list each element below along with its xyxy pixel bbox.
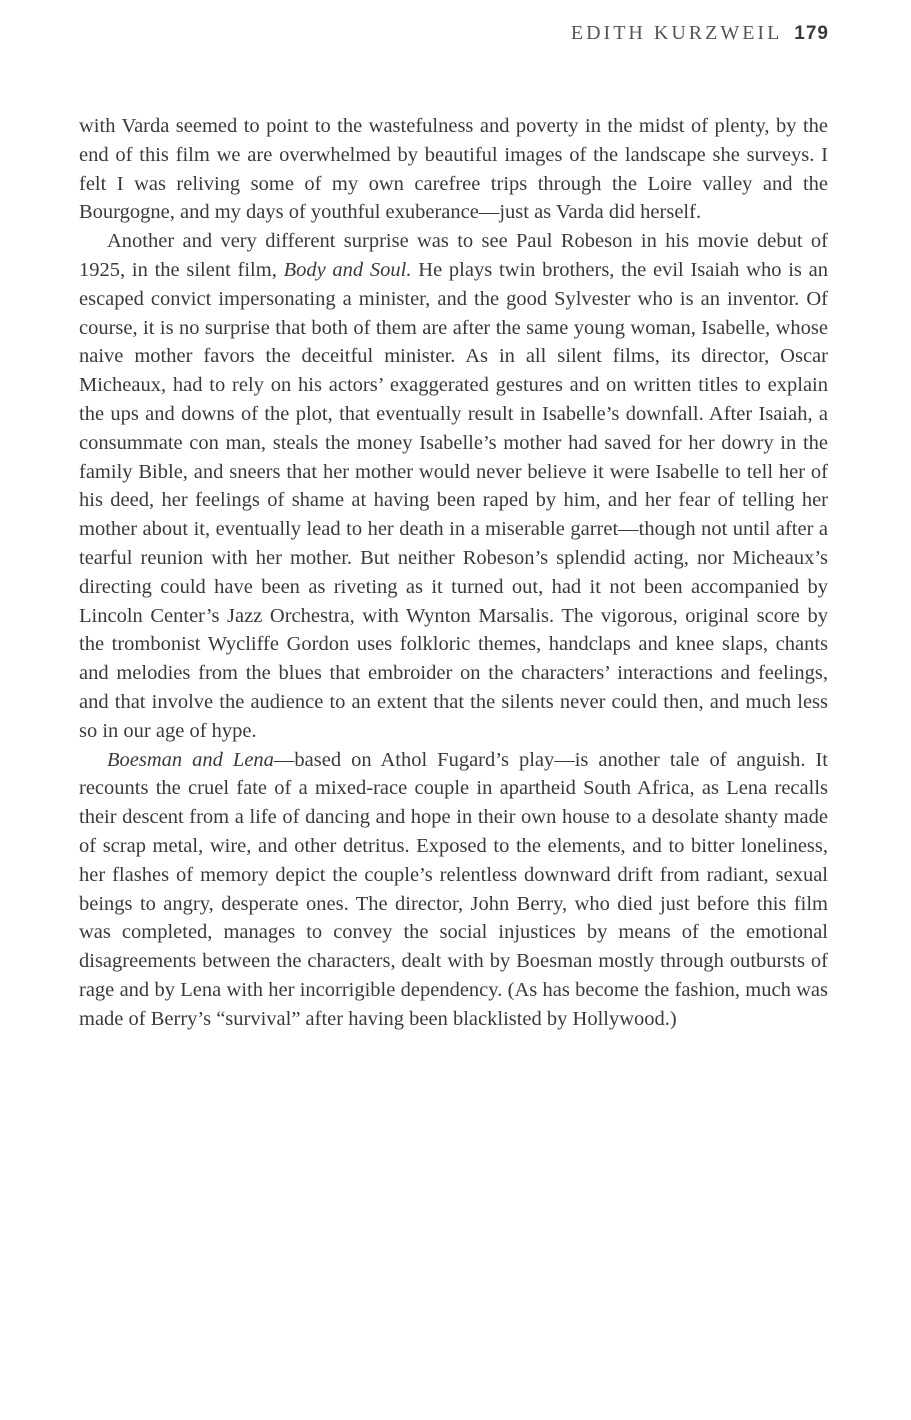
paragraph-2 (79, 227, 828, 745)
paragraph-2-text-b: He plays twin brothers, the evil Isaiah who is an escaped convict impersonating a minister, and the good Sylvester who is an inventor. Of course, it is no surprise that both of them are after the same young woman, Isabelle, whose naive mother favors the deceitful minister. As in all silent films, its director, Oscar Micheaux, had to rely on his actors’ exaggerated gestures and on written titles to explain the ups and downs of the plot, that eventually result in Isabelle’s downfall. After Isaiah, a consummate con man, steals the money Isabelle’s mother had saved for her dowry in the family Bible, and sneers that her mother would never believe it were Isabelle to tell her of his deed, her feelings of shame at having been raped by him, and her fear of telling her mother about it, eventually lead to her death in a miserable garret—though not until after a tearful reunion with her mother. But neither Robeson’s splendid acting, nor Micheaux’s directing could have been as riveting as it turned out, had it not been accompanied by Lincoln Center’s Jazz Orchestra, with Wynton Marsalis. The vigorous, original score by the trombonist Wycliffe Gordon uses folkloric themes, handclaps and knee slaps, chants and melodies from the blues that embroider on the characters’ interactions and feelings, and that involve the audience to an extent that the silents never could then, and much less so in our age of hype. (79, 258, 828, 742)
film-title-body-and-soul: Body and Soul. (283, 258, 412, 281)
paragraph-2-text-a: Another and very different surprise was to see Paul Robeson in his movie debut of 1925, in the silent film, (79, 230, 828, 281)
paragraph-3 (79, 746, 828, 1034)
page-number: 179 (794, 23, 829, 44)
running-header (571, 22, 829, 45)
film-title-boesman-and-lena: Boesman and Lena (107, 748, 274, 771)
running-header-author: EDITH KURZWEIL (570, 22, 783, 44)
paragraph-1: with Varda seemed to point to the wastefulness and poverty in the midst of plenty, by the end of this film we are overwhelmed by beautiful images of the landscape she surveys. I felt I was reliving some of my own carefree trips through the Loire valley and the Bourgogne, and my days of youthful exuberance—just as Varda did herself. (79, 115, 828, 224)
paragraph-3-text: —based on Athol Fugard’s play—is another tale of anguish. It recounts the cruel fate of a mixed-race couple in apartheid South Africa, as Lena recalls their descent from a life of dancing and hope in their own house to a desolate shanty made of scrap metal, wire, and other detritus. Exposed to the elements, and to bitter loneliness, her flashes of memory depict the couple’s relentless downward drift from radiant, sexual beings to angry, desperate ones. The director, John Berry, who died just before this film was completed, manages to convey the social injustices by means of the emotional disagreements between the characters, dealt with by Boesman mostly through outbursts of rage and by Lena with her incorrigible dependency. (As has become the fashion, much was made of Berry’s “survival” after having been blacklisted by Hollywood.) (79, 748, 828, 1030)
body-text (79, 112, 828, 1034)
